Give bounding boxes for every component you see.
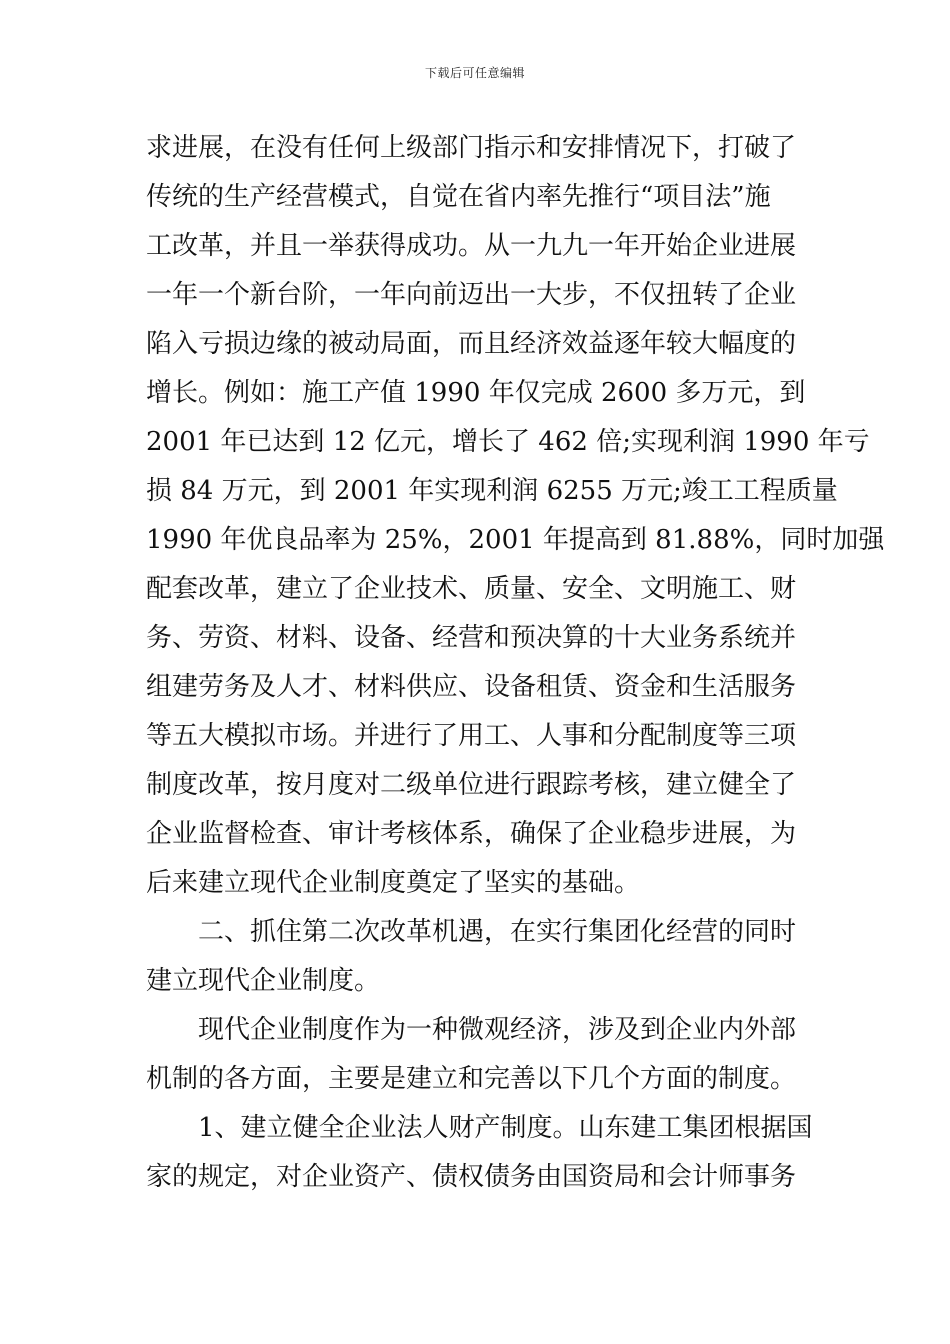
text-line: 1990 年优良品率为 25%，2001 年提高到 81.88%，同时加强 <box>146 525 885 555</box>
text-line: 陷入亏损边缘的被动局面，而且经济效益逐年较大幅度的 <box>146 329 797 359</box>
text-line: 制度改革，按月度对二级单位进行跟踪考核，建立健全了 <box>146 770 797 800</box>
text-line: 2001 年已达到 12 亿元，增长了 462 倍;实现利润 1990 年亏 <box>146 427 870 457</box>
text-line: 机制的各方面，主要是建立和完善以下几个方面的制度。 <box>146 1064 797 1094</box>
text-line: 传统的生产经营模式，自觉在省内率先推行“项目法”施 <box>146 182 771 212</box>
text-line: 组建劳务及人才、材料供应、设备租赁、资金和生活服务 <box>146 672 797 702</box>
text-line: 工改革，并且一举获得成功。从一九九一年开始企业进展 <box>146 231 797 261</box>
text-line: 企业监督检查、审计考核体系，确保了企业稳步进展，为 <box>146 819 797 849</box>
text-line: 一年一个新台阶，一年向前迈出一大步，不仅扭转了企业 <box>146 280 797 310</box>
text-line: 后来建立现代企业制度奠定了坚实的基础。 <box>146 868 641 898</box>
section-heading-line: 二、抓住第二次改革机遇，在实行集团化经营的同时 <box>198 917 797 947</box>
text-line: 现代企业制度作为一种微观经济，涉及到企业内外部 <box>198 1015 797 1045</box>
text-line: 务、劳资、材料、设备、经营和预决算的十大业务系统并 <box>146 623 797 653</box>
text-line: 损 84 万元，到 2001 年实现利润 6255 万元;竣工工程质量 <box>146 476 838 506</box>
text-line: 求进展，在没有任何上级部门指示和安排情况下，打破了 <box>146 133 797 163</box>
text-line: 配套改革，建立了企业技术、质量、安全、文明施工、财 <box>146 574 797 604</box>
text-line: 1、建立健全企业法人财产制度。山东建工集团根据国 <box>198 1113 813 1143</box>
section-heading-line: 建立现代企业制度。 <box>146 966 381 996</box>
text-line: 增长。例如：施工产值 1990 年仅完成 2600 多万元，到 <box>146 378 806 408</box>
text-line: 家的规定，对企业资产、债权债务由国资局和会计师事务 <box>146 1162 797 1192</box>
text-line: 等五大模拟市场。并进行了用工、人事和分配制度等三项 <box>146 721 797 751</box>
body-text <box>146 124 885 1202</box>
page-header: 下载后可任意编辑 <box>424 66 525 80</box>
